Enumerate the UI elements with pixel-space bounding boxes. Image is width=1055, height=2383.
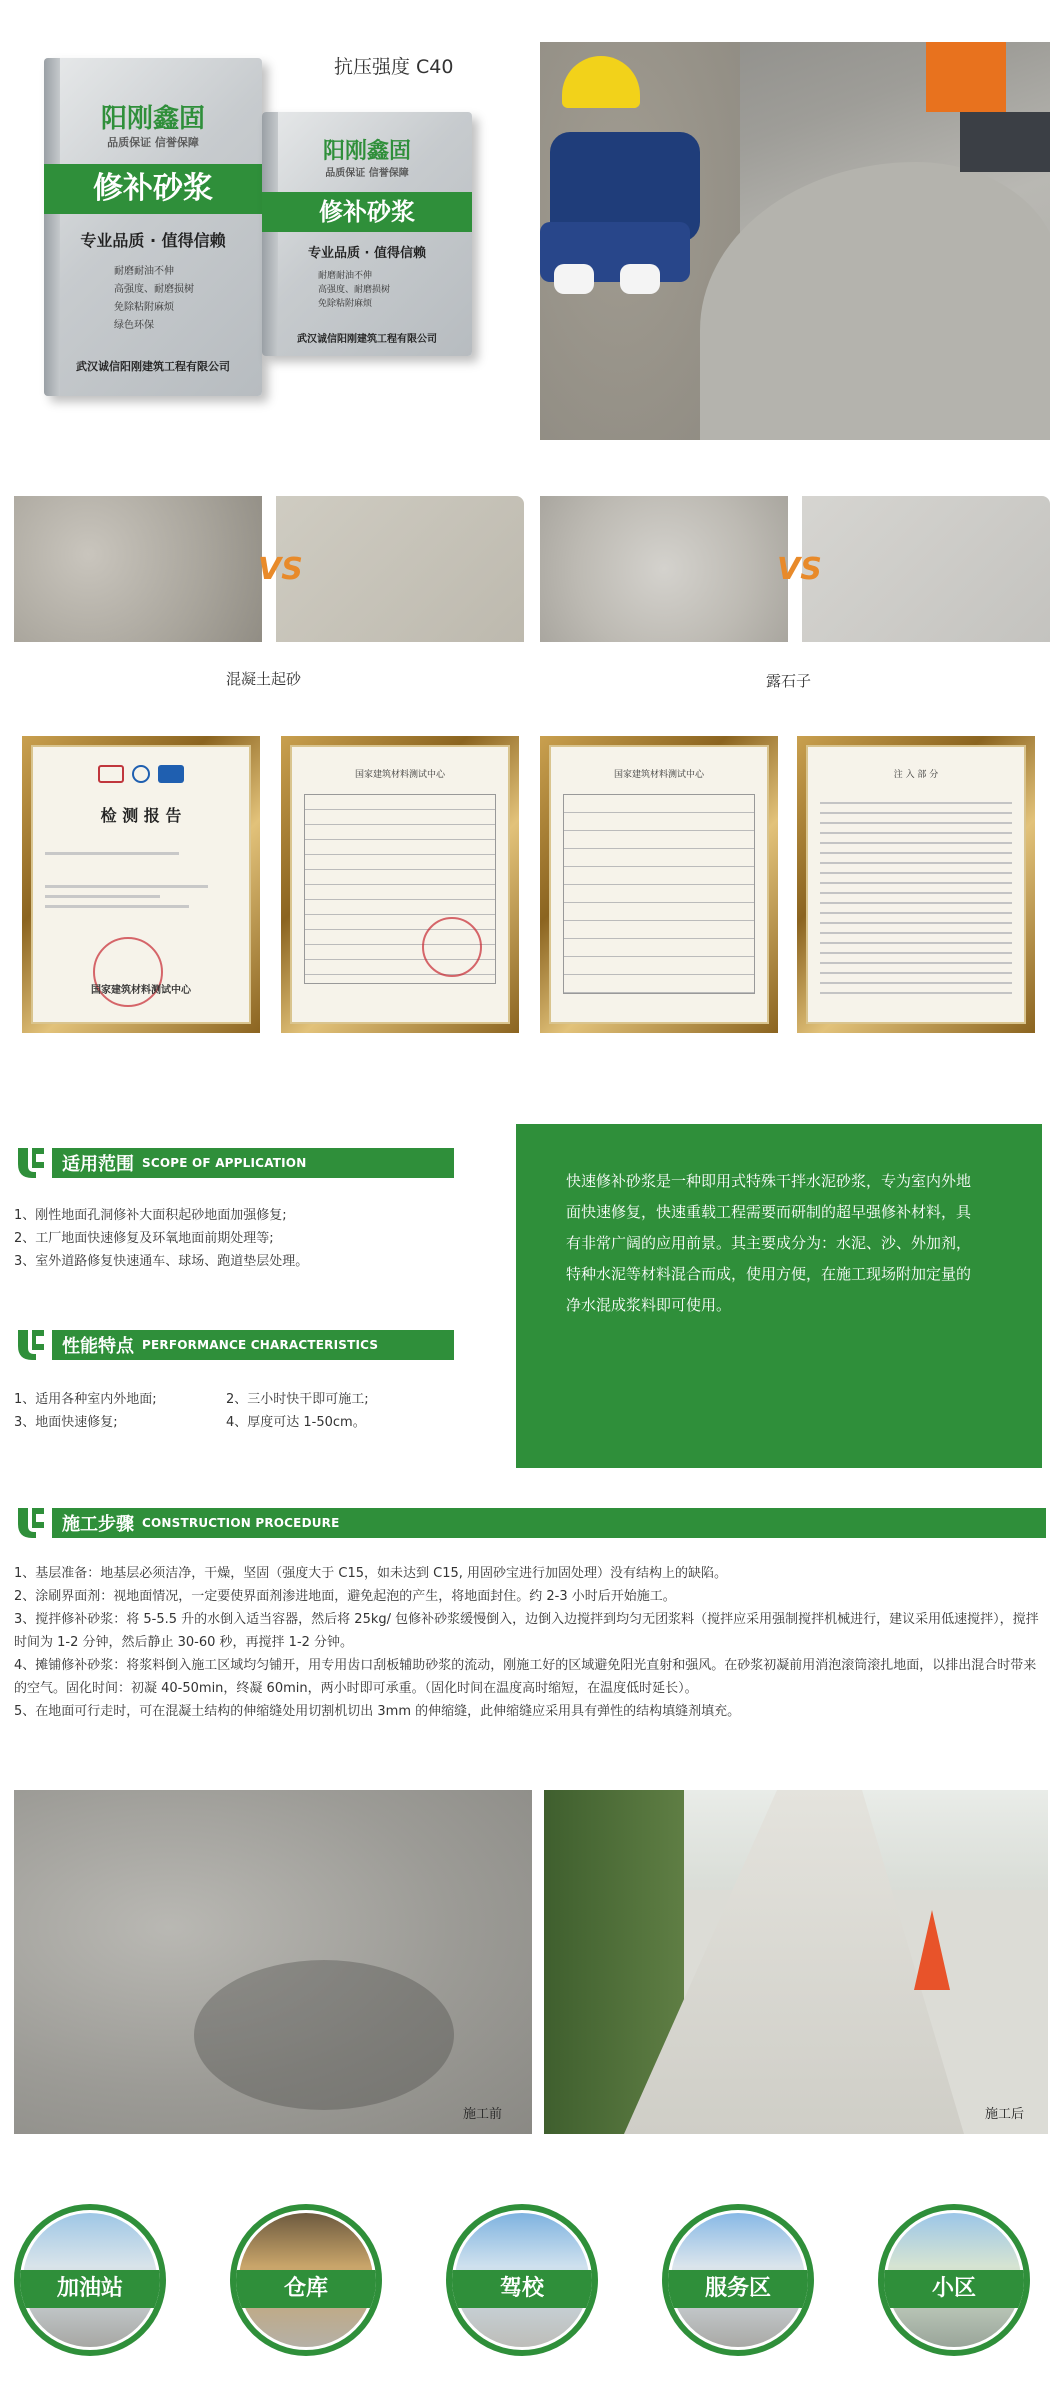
brand-logo-icon <box>14 1144 48 1178</box>
smooth-surface-photo <box>802 496 1050 642</box>
bag-product-band: 修补砂浆 <box>44 164 262 214</box>
exposed-aggregate-photo <box>540 496 788 642</box>
brand-logo-icon <box>14 1326 48 1360</box>
certificate-2 <box>281 736 519 1033</box>
scenario-label: 小区 <box>884 2270 1024 2308</box>
procedure-title-en: CONSTRUCTION PROCEDURE <box>142 1516 340 1530</box>
certificate-title: 检 测 报 告 <box>100 806 182 825</box>
sanding-concrete-photo <box>14 496 262 642</box>
bag-feature: 耐磨耐油不伸 <box>318 271 373 281</box>
scenario-residential <box>878 2204 1030 2356</box>
bag-feature: 高强度、耐磨损树 <box>114 284 194 295</box>
bag-feature: 免除粘附麻烦 <box>318 299 373 309</box>
bag-feature: 免除粘附麻烦 <box>114 302 174 313</box>
bag-quality: 专业品质 · 值得信赖 <box>80 231 226 250</box>
scenario-service-area <box>662 2204 814 2356</box>
application-title-en: SCOPE OF APPLICATION <box>142 1156 307 1170</box>
scenario-warehouse <box>230 2204 382 2356</box>
bag-feature: 绿色环保 <box>114 320 154 331</box>
after-photo <box>544 1790 1048 2134</box>
procedure-title: 施工步骤 <box>62 1514 134 1535</box>
before-photo <box>14 1790 532 2134</box>
scenario-label: 服务区 <box>668 2270 808 2308</box>
procedure-step: 2、涂刷界面剂：视地面情况，一定要使界面剂渗进地面，避免起泡的产生，将地面封住。约 2-3 小时后开始施工。 <box>14 1589 676 1604</box>
certificate-title: 国家建筑材料测试中心 <box>613 770 704 780</box>
scenario-label: 仓库 <box>236 2270 376 2308</box>
aggregate-caption: 露石子 <box>766 672 812 690</box>
list-item: 4、厚度可达 1-50cm。 <box>226 1415 366 1430</box>
procedure-step: 3、搅拌修补砂浆：将 5-5.5 升的水倒入适当容器，然后将 25kg/ 包修补砂浆缓慢倒入，边倒入边搅拌到均匀无团浆料（搅拌应采用强制搅拌机械进行，建议采用低速搅拌），搅拌时间为 1-2 分钟，然后静止 30-60 秒，再搅拌 1-2 分钟。 <box>14 1612 1039 1650</box>
bag-tagline: 品质保证 信誉保障 <box>325 168 409 179</box>
product-description: 快速修补砂浆是一种即用式特殊干拌水泥砂浆，专为室内外地面快速修复，快速重载工程需要而研制的超早强修补材料，具有非常广阔的应用前景。其主要成分为：水泥、沙、外加剂，特种水泥等材料混合而成，使用方便，在施工现场附加定量的净水混成浆料即可使用。 <box>516 1124 1042 1468</box>
certificate-4 <box>797 736 1035 1033</box>
scenario-label: 加油站 <box>20 2270 160 2308</box>
bag-company: 武汉诚信阳刚建筑工程有限公司 <box>76 360 230 373</box>
scenario-gas-station <box>14 2204 166 2356</box>
procedure-header <box>14 1504 1046 1538</box>
bag-brand: 阳刚鑫固 <box>322 139 411 164</box>
procedure-step: 4、摊铺修补砂浆：将浆料倒入施工区域均匀铺开，用专用齿口刮板辅助砂浆的流动，刚施工好的区域避免阳光直射和强风。在砂浆初凝前用消泡滚筒滚扎地面，以排出混合时带来的空气。固化时间：初凝 40-50min，终凝 60min，两小时即可承重。（固化时间在温度高时缩短，在温度低时延长）。 <box>14 1658 1037 1696</box>
bag-feature: 耐磨耐油不伸 <box>114 266 174 277</box>
scenario-section <box>0 2200 1055 2370</box>
procedure-step: 1、基层准备：地基层必须洁净，干燥，坚固（强度大于 C15，如未达到 C15, 用固砂宝进行加固处理）没有结构上的缺陷。 <box>14 1566 728 1581</box>
certificate-1 <box>22 736 260 1033</box>
bag-quality: 专业品质 · 值得信赖 <box>308 246 426 261</box>
bag-tagline: 品质保证 信誉保障 <box>107 136 199 149</box>
performance-title-en: PERFORMANCE CHARACTERISTICS <box>142 1338 379 1352</box>
certificate-title: 注 入 部 分 <box>893 770 939 780</box>
worker-photo <box>540 42 1050 440</box>
product-bag-large <box>44 58 262 396</box>
application-list <box>14 1204 494 1273</box>
list-item: 3、室外道路修复快速通车、球场、跑道垫层处理。 <box>14 1254 309 1269</box>
list-item: 1、适用各种室内外地面; <box>14 1392 157 1407</box>
application-title: 适用范围 <box>62 1154 134 1175</box>
bag-product-band: 修补砂浆 <box>262 192 472 232</box>
strength-label: 抗压强度 C40 <box>334 56 454 78</box>
list-item: 1、刚性地面孔洞修补大面积起砂地面加强修复; <box>14 1208 287 1223</box>
vs-icon: VS <box>777 552 822 587</box>
hero-section <box>0 0 1055 460</box>
procedure-steps <box>14 1562 1044 1723</box>
performance-title: 性能特点 <box>62 1336 134 1357</box>
bag-feature: 高强度、耐磨损树 <box>318 285 391 295</box>
bag-brand: 阳刚鑫固 <box>100 104 205 134</box>
certificate-3 <box>540 736 778 1033</box>
vs-icon: VS <box>258 552 303 587</box>
list-item: 2、工厂地面快速修复及环氧地面前期处理等; <box>14 1231 274 1246</box>
scenario-label: 驾校 <box>452 2270 592 2308</box>
repaired-surface-photo <box>276 496 524 642</box>
bag-company: 武汉诚信阳刚建筑工程有限公司 <box>297 334 437 345</box>
performance-list <box>14 1388 494 1434</box>
compare-section <box>0 490 1055 700</box>
certificates-section <box>0 730 1055 1040</box>
sanding-caption: 混凝土起砂 <box>226 670 302 688</box>
brand-logo-icon <box>14 1504 48 1538</box>
certificate-title: 国家建筑材料测试中心 <box>354 770 445 780</box>
performance-header <box>14 1326 454 1360</box>
after-label: 施工后 <box>984 2107 1024 2122</box>
list-item: 3、地面快速修复; <box>14 1415 118 1430</box>
list-item: 2、三小时快干即可施工; <box>226 1392 369 1407</box>
before-label: 施工前 <box>462 2107 502 2122</box>
procedure-step: 5、在地面可行走时，可在混凝土结构的伸缩缝处用切割机切出 3mm 的伸缩缝，此伸缩缝应采用具有弹性的结构填缝剂填充。 <box>14 1704 741 1719</box>
scenario-driving-school <box>446 2204 598 2356</box>
traffic-cone-icon <box>914 1910 950 1990</box>
application-header <box>14 1144 454 1178</box>
certificate-footer: 国家建筑材料测试中心 <box>91 985 191 996</box>
product-bag-small <box>262 112 472 356</box>
